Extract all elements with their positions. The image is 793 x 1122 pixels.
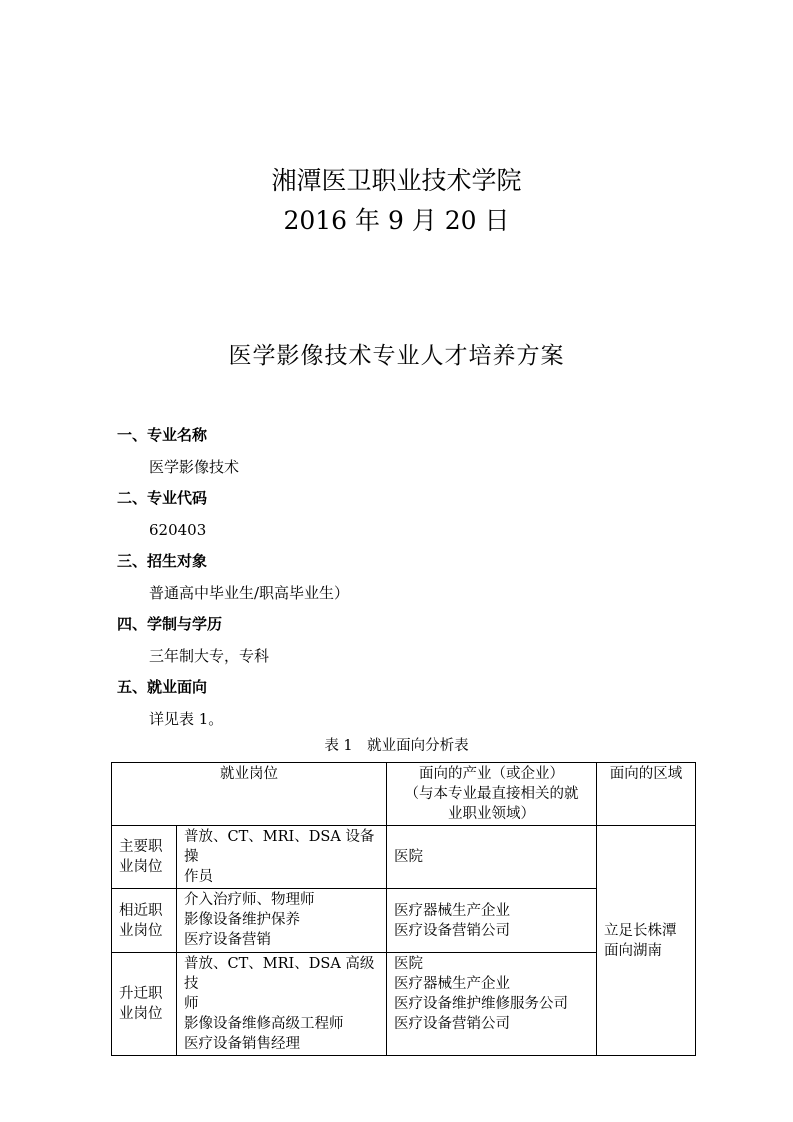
section-content-major-name: 医学影像技术 (149, 458, 240, 476)
row-industry-line: 医疗器械生产企业 (394, 976, 510, 992)
school-name: 湘潭医卫职业技术学院 (271, 166, 522, 195)
row-industry-line: 医院 (394, 849, 423, 865)
row-industry-line: 医疗设备营销公司 (394, 1016, 510, 1032)
row-industry (387, 889, 597, 953)
header-industry-line: 业职业领域） (448, 806, 535, 822)
section-content-employment: 详见表 1。 (149, 710, 224, 728)
employment-table (111, 762, 696, 1056)
row-category-line: 相近职 (119, 902, 163, 919)
row-position-line: 师 (184, 996, 199, 1012)
row-category-line: 业岗位 (119, 859, 163, 875)
row-category-line: 业岗位 (119, 922, 163, 939)
section-content-major-code: 620403 (149, 521, 207, 539)
header-industry (387, 763, 597, 826)
section-content-enrollment: 普通高中毕业生/职高毕业生） (149, 584, 350, 602)
row-category (112, 889, 177, 953)
row-industry-line: 医院 (394, 956, 423, 972)
document-title: 医学影像技术专业人才培养方案 (228, 343, 565, 369)
row-category-line: 主要职 (119, 839, 163, 855)
row-industry-line: 医疗设备维护维修服务公司 (394, 996, 568, 1012)
row-position-line: 医疗设备营销 (184, 932, 271, 948)
row-positions (177, 826, 387, 889)
row-position-line: 普放、CT、MRI、DSA 设备操 (184, 829, 375, 865)
row-position-line: 影像设备维修高级工程师 (184, 1016, 344, 1032)
header-industry-line: （与本专业最直接相关的就 (404, 786, 579, 802)
section-heading-employment: 五、就业面向 (117, 678, 208, 696)
document-date: 2016 年 9 月 20 日 (283, 206, 510, 235)
header-industry-line: 面向的产业（或企业） (419, 766, 564, 782)
row-position-line: 普放、CT、MRI、DSA 高级技 (184, 956, 375, 992)
row-category (112, 953, 177, 1056)
row-industry-line: 医疗设备营销公司 (394, 922, 510, 939)
row-category (112, 826, 177, 889)
row-category-line: 升迁职 (119, 986, 163, 1002)
row-industry (387, 826, 597, 889)
row-position-line: 影像设备维护保养 (184, 912, 300, 928)
row-position-line: 医疗设备销售经理 (184, 1036, 300, 1052)
row-position-line: 介入治疗师、物理师 (184, 892, 315, 908)
row-positions (177, 953, 387, 1056)
table-header-row (112, 763, 696, 826)
row-position-line: 作员 (184, 869, 213, 885)
section-heading-major-name: 一、专业名称 (117, 426, 208, 444)
header-region: 面向的区域 (597, 763, 696, 826)
section-heading-major-code: 二、专业代码 (117, 489, 208, 507)
row-positions (177, 889, 387, 953)
row-industry (387, 953, 597, 1056)
header-positions: 就业岗位 (112, 763, 387, 826)
table-row (112, 826, 696, 889)
section-heading-duration: 四、学制与学历 (117, 615, 223, 633)
row-industry-line: 医疗器械生产企业 (394, 902, 510, 919)
section-content-duration: 三年制大专，专科 (149, 647, 270, 665)
region-line: 面向湖南 (604, 942, 662, 959)
table-caption: 表 1 就业面向分析表 (324, 738, 469, 754)
region-cell (597, 826, 696, 1056)
row-category-line: 业岗位 (119, 1006, 163, 1022)
region-line: 立足长株潭 (604, 922, 677, 939)
section-heading-enrollment: 三、招生对象 (117, 552, 208, 570)
